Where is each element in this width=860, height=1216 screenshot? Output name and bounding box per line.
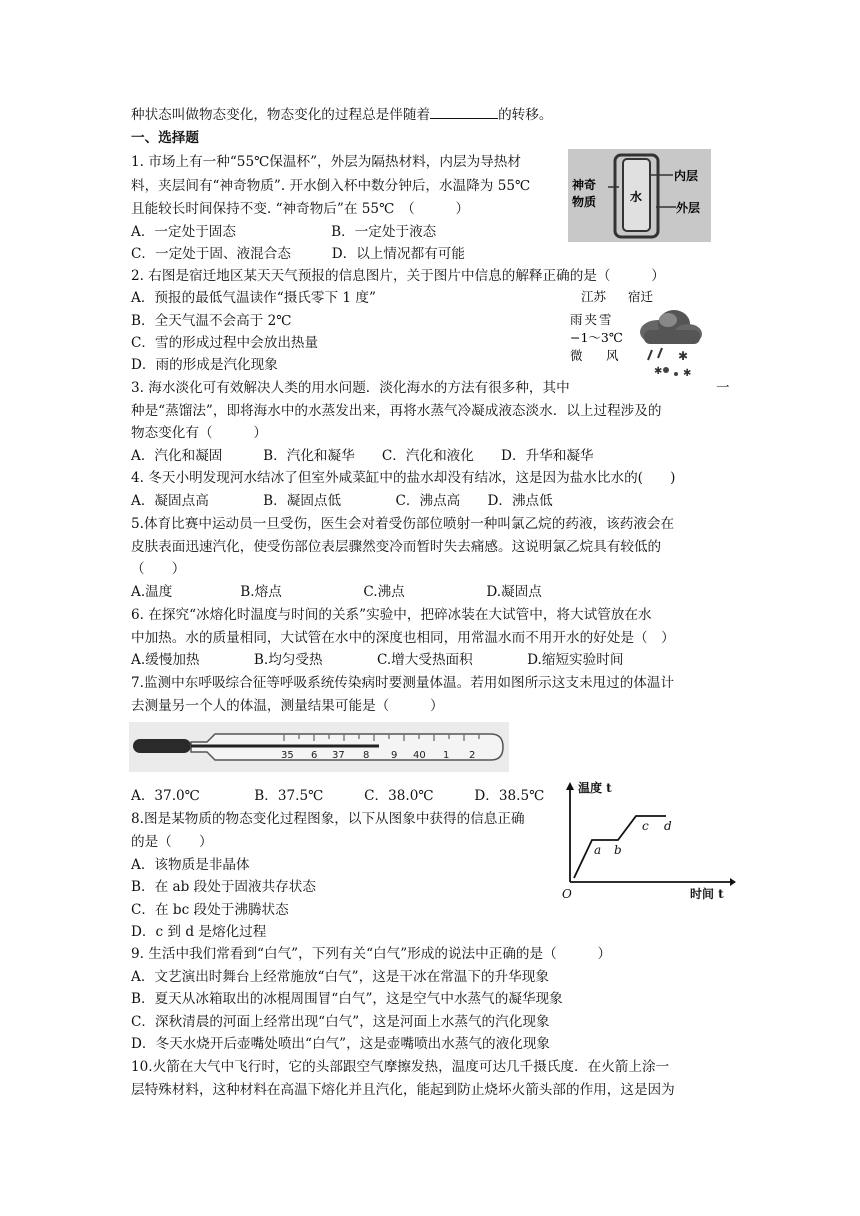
q6-options: A.缓慢加热 B.均匀受热 C.增大受热面积 D.缩短实验时间 <box>131 652 624 668</box>
q8-line: 的是（ ） <box>131 834 213 850</box>
q1-line: 料，夹层间有“神奇物质”. 开水倒入杯中数分钟后，水温降为 55℃ <box>131 178 531 194</box>
graph-point-c: c <box>642 819 649 833</box>
graph-ylabel: 温度 t <box>578 781 612 795</box>
fill-blank[interactable] <box>430 104 498 119</box>
svg-text:✱: ✱ <box>678 349 689 363</box>
q2-line: 2. 右图是宿迁地区某天天气预报的信息图片，关于图片中信息的解释正确的是（ ） <box>131 268 665 284</box>
q3-line-end: 一 <box>716 380 730 396</box>
q7-line: 7.监测中东呼吸综合征等呼吸系统传染病时要测量体温。若用如图所示这支未甩过的体温计 <box>131 675 675 691</box>
q4-line: 4. 冬天小明发现河水结冰了但室外咸菜缸中的盐水却没有结冰，这是因为盐水比水的( ) <box>131 470 676 486</box>
q1-options: A．一定处于固态 B．一定处于液态 <box>131 224 437 240</box>
thermo-tick-6: 6 <box>311 750 318 761</box>
thermo-tick-9: 9 <box>391 750 398 761</box>
graph-point-a: a <box>594 843 602 857</box>
thermo-tick-2: 2 <box>469 750 476 761</box>
cloud-snow-icon <box>640 310 702 379</box>
q6-line: 中加热。水的质量相同，大试管在水中的深度也相同，用常温水而不用开水的好处是（ ） <box>131 630 675 646</box>
q3-line: 3. 海水淡化可有效解决人类的用水问题．淡化海水的方法有很多种，其中 <box>131 380 570 396</box>
q9-option-d: D．冬天水烧开后壶嘴处喷出“白气”，这是壶嘴喷出水蒸气的液化现象 <box>131 1036 551 1052</box>
q8-option-c: C．在 bc 段处于沸腾状态 <box>131 902 289 918</box>
q8-option-b: B．在 ab 段处于固液共存状态 <box>131 879 316 895</box>
q2-option-c: C．雪的形成过程中会放出热量 <box>131 335 319 351</box>
thermo-tick-35: 35 <box>281 750 294 761</box>
q5-line: （ ） <box>131 561 186 577</box>
q2-option-d: D．雨的形成是汽化现象 <box>131 357 278 373</box>
q5-line: 5.体育比赛中运动员一旦受伤，医生会对着受伤部位喷射一种叫氯乙烷的药液，该药液会在 <box>131 516 675 532</box>
q7-line: 去测量另一个人的体温，测量结果可能是（ ） <box>131 698 444 714</box>
section-title: 一、选择题 <box>131 130 199 146</box>
weather-region: 江苏 <box>581 289 607 304</box>
thermo-tick-37: 37 <box>332 750 345 761</box>
temp-time-graph <box>556 778 736 900</box>
cup-label-water: 水 <box>630 190 643 204</box>
q7-options: A．37.0℃ B．37.5℃ C．38.0℃ D．38.5℃ <box>131 788 545 804</box>
q1-options: C．一定处于固、液混合态 D．以上情况都有可能 <box>131 246 465 262</box>
q3-line: 种是“蒸馏法”，即将海水中的水蒸发出来，再将水蒸气冷凝成液态淡水．以上过程涉及的 <box>131 403 662 419</box>
q8-line: 8.图是某物质的物态变化过程图象，以下从图象中获得的信息正确 <box>131 811 525 827</box>
q9-option-b: B．夏天从冰箱取出的冰棍周围冒“白气”，这是空气中水蒸气的凝华现象 <box>131 991 563 1007</box>
weather-temp: −1～3℃ <box>570 330 623 345</box>
graph-point-b: b <box>614 843 622 857</box>
q5-options: A.温度 B.熔点 C.沸点 D.凝固点 <box>131 584 542 600</box>
cup-label-outer: 外层 <box>676 201 701 215</box>
graph-xlabel: 时间 t <box>690 887 724 900</box>
weather-figure <box>566 286 711 382</box>
weather-wind-2: 风 <box>606 348 619 363</box>
weather-forecast: 雨夹雪 <box>570 312 614 327</box>
q8-option-d: D．c 到 d 是熔化过程 <box>131 924 267 940</box>
thermometer-figure <box>129 722 509 772</box>
q1-line: 且能较长时间保持不变. “神奇物后”在 55℃ （ ） <box>131 201 470 217</box>
q9-option-a: A．文艺演出时舞台上经常施放“白气”，这是干冰在常温下的升华现象 <box>131 969 549 985</box>
thermo-tick-8: 8 <box>363 750 370 761</box>
graph-origin: O <box>562 887 572 900</box>
intro-line: 种状态叫做物态变化，物态变化的过程总是伴随着 的转移。 <box>131 104 552 125</box>
q3-options: A．汽化和凝固 B．汽化和凝华 C．汽化和液化 D．升华和凝华 <box>131 448 594 464</box>
q2-option-a: A．预报的最低气温读作“摄氏零下 1 度” <box>131 290 376 306</box>
q1-line: 1. 市场上有一种“55℃保温杯”，外层为隔热材料，内层为导热材 <box>131 154 521 170</box>
cup-label-inner: 内层 <box>674 169 699 183</box>
svg-text:✱: ✱ <box>683 368 692 379</box>
cup-label-left-2: 物质 <box>572 195 597 209</box>
q2-option-b: B．全天气温不会高于 2℃ <box>131 313 292 329</box>
cup-label-left-1: 神奇 <box>572 178 597 192</box>
q4-options: A．凝固点高 B．凝固点低 C．沸点高 D．沸点低 <box>131 493 553 509</box>
q10-line: 10.火箭在大气中飞行时，它的头部跟空气摩擦发热，温度可达几千摄氏度．在火箭上涂一 <box>131 1059 670 1075</box>
q3-line: 物态变化有（ ） <box>131 425 267 441</box>
q9-line: 9. 生活中我们常看到“白气”，下列有关“白气”形成的说法中正确的是（ ） <box>131 946 612 962</box>
q5-line: 皮肤表面迅速汽化，使受伤部位表层骤然变冷而暂时失去痛感。这说明氯乙烷具有较低的 <box>131 539 662 555</box>
thermo-tick-1: 1 <box>443 750 450 761</box>
q10-line: 层特殊材料，这种材料在高温下熔化并且汽化，能起到防止烧坏火箭头部的作用，这是因为 <box>131 1082 675 1098</box>
svg-text:✱: ✱ <box>654 366 663 377</box>
cup-figure <box>568 149 711 242</box>
weather-wind-1: 微 <box>570 348 583 363</box>
graph-point-d: d <box>664 819 672 833</box>
weather-city: 宿迁 <box>628 289 654 304</box>
q6-line: 6. 在探究“冰熔化时温度与时间的关系”实验中，把碎冰装在大试管中，将大试管放在水 <box>131 607 652 623</box>
q9-option-c: C．深秋清晨的河面上经常出现“白气”，这是河面上水蒸气的汽化现象 <box>131 1014 550 1030</box>
thermo-tick-40: 40 <box>413 750 426 761</box>
q8-option-a: A．该物质是非晶体 <box>131 857 250 873</box>
